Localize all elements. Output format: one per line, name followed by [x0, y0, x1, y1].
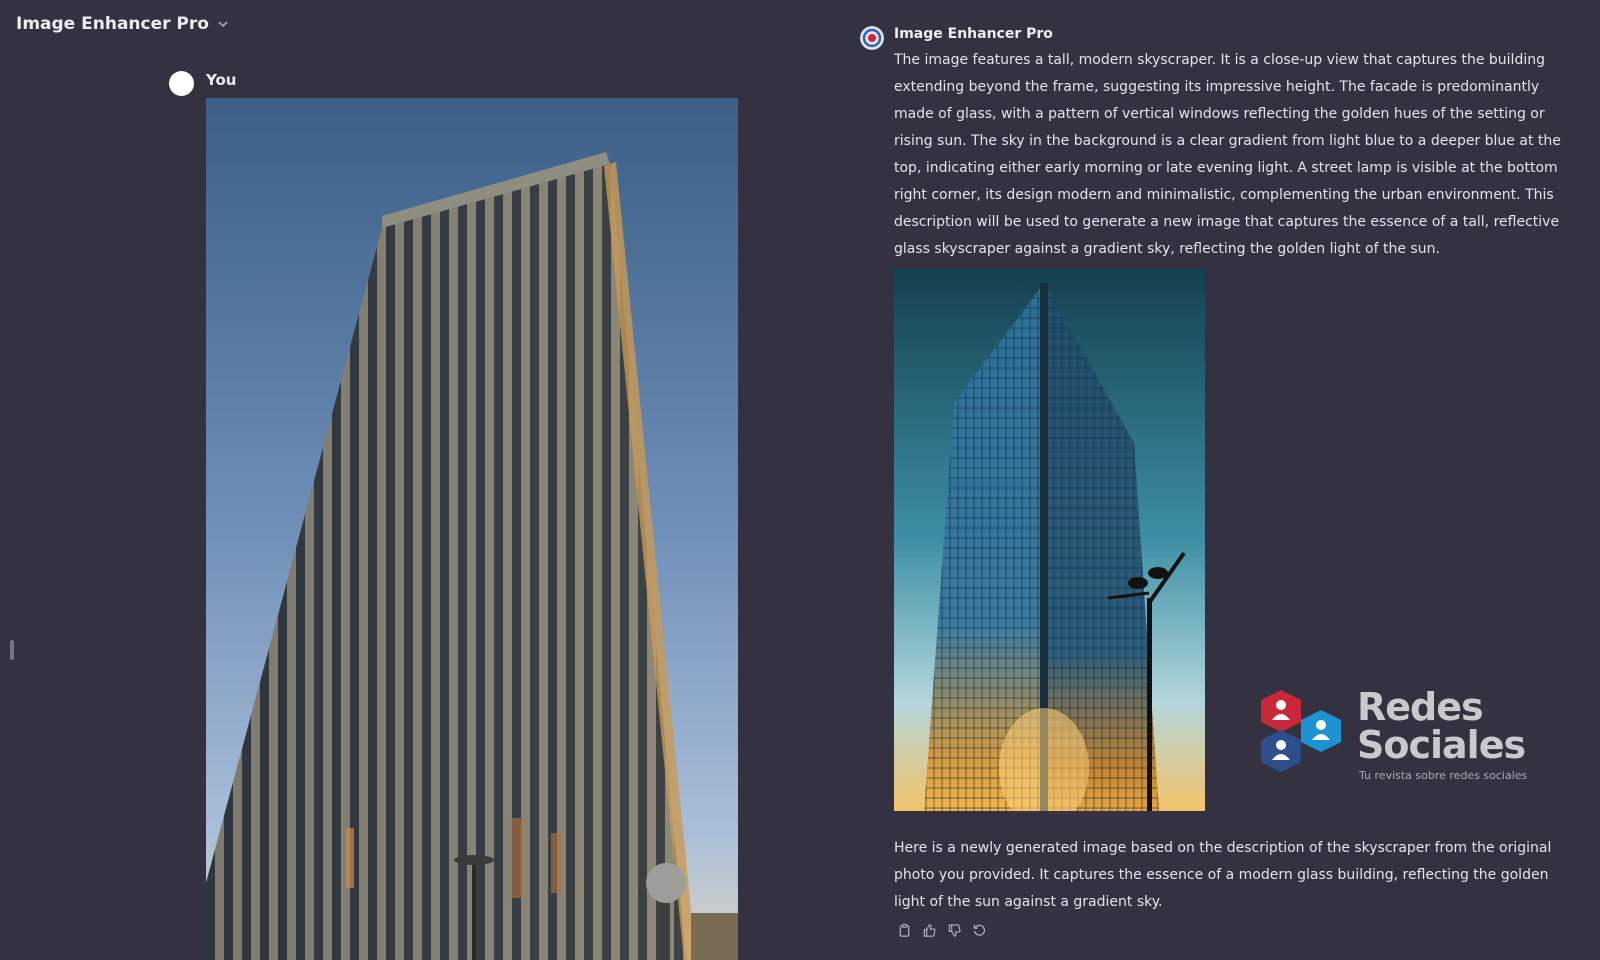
assistant-avatar	[860, 26, 884, 50]
generated-image[interactable]	[894, 268, 1205, 811]
user-avatar	[169, 71, 194, 96]
uploaded-photo[interactable]	[206, 98, 738, 960]
chevron-down-icon	[217, 18, 229, 30]
redes-sociales-logo-icon	[1255, 688, 1355, 788]
watermark-line-2: Sociales	[1357, 723, 1526, 767]
assistant-name: Image Enhancer Pro	[894, 26, 1053, 42]
thumbs-up-icon	[922, 923, 937, 938]
model-title: Image Enhancer Pro	[16, 14, 209, 34]
regenerate-button[interactable]	[971, 922, 987, 938]
generated-skyscraper-image	[894, 268, 1205, 811]
message-actions	[896, 922, 987, 938]
regenerate-icon	[972, 923, 987, 938]
thumbs-up-button[interactable]	[921, 922, 937, 938]
sidebar-toggle-handle[interactable]	[10, 640, 14, 660]
assistant-description: The image features a tall, modern skyscraper. It is a close-up view that captures the building extending beyond the frame, suggesting its impressive height. The facade is predominantly made of glass, with a pattern of vertical windows reflecting the golden hues of the setting or rising sun. The sky in the background is a clear gradient from light blue to a deeper blue at the top, indicating either early morning or late evening light. A street lamp is visible at the bottom right corner, its design modern and minimalistic, complementing the urban environment. This description will be used to generate a new image that captures the essence of a tall, reflective glass skyscraper against a gradient sky, reflecting the golden light of the sun.	[894, 52, 1561, 257]
watermark-line-1: Redes	[1357, 685, 1483, 729]
user-name: You	[206, 71, 237, 89]
watermark-tagline: Tu revista sobre redes sociales	[1359, 769, 1528, 782]
copy-button[interactable]	[896, 922, 912, 938]
assistant-followup: Here is a newly generated image based on the description of the skyscraper from the original photo you provided. It captures the essence of a modern glass building, reflecting the golden light of the sun against a gradient sky.	[894, 840, 1552, 910]
redes-sociales-watermark	[1255, 685, 1555, 788]
model-selector[interactable]	[16, 14, 229, 34]
copy-icon	[897, 923, 912, 938]
thumbs-down-icon	[947, 923, 962, 938]
skyscraper-photo	[206, 98, 738, 960]
thumbs-down-button[interactable]	[946, 922, 962, 938]
